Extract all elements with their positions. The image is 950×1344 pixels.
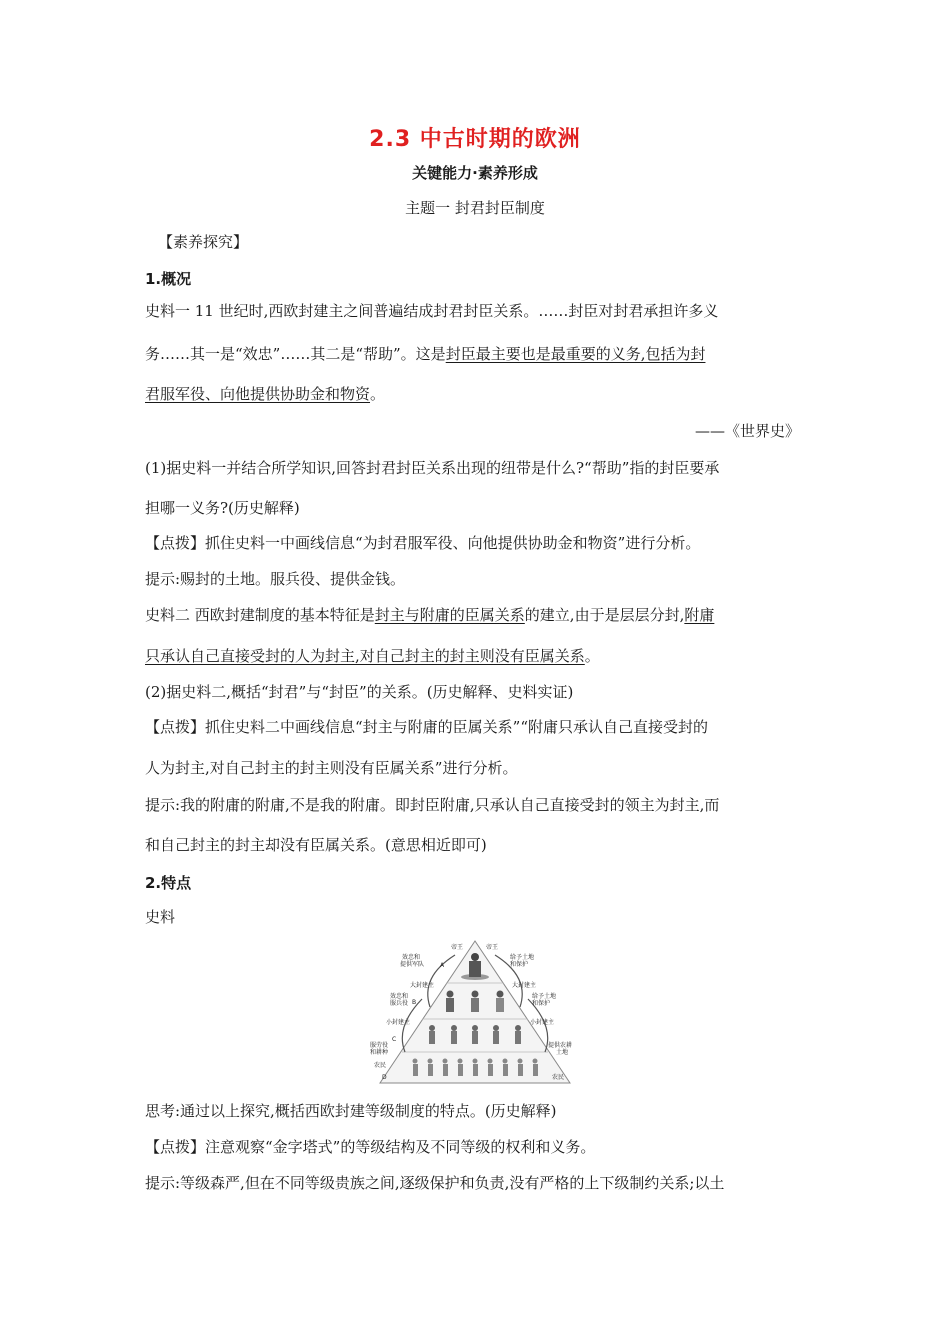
figure-label: 和保护 [510,961,529,968]
figure-label: 提供农耕 [548,1042,573,1049]
figure-label: 大封建主 [512,982,537,989]
question-2: (2)据史料二,概括“封君”与“封臣”的关系。(历史解释、史料实证) [145,683,574,701]
feudal-pyramid-figure [360,937,590,1087]
question-1-line-2: 担哪一义务?(历史解释) [145,499,300,517]
theme-heading: 主题一 封君封臣制度 [405,199,545,217]
question-1-line-1: (1)据史料一并结合所学知识,回答封君封臣关系出现的纽带是什么?“帮助”指的封臣要承 [145,459,720,477]
figure-label: 给予土地 [510,954,535,961]
material-2-line-2 [145,645,807,667]
tip-2-line-2: 人为封主,对自己封主的封主则没有臣属关系”进行分析。 [145,759,518,777]
lesson-title: 2.3 中古时期的欧洲 [369,127,581,152]
material-1-line-3 [145,383,807,405]
material-1-source: ——《世界史》 [694,422,800,440]
hint-2-line-2: 和自己封主的封主却没有臣属关系。(意思相近即可) [145,836,487,854]
figure-label: 小封建主 [386,1019,411,1026]
peasants-figures [413,1059,539,1077]
figure-label: 效忠和 [402,954,421,961]
figure-label: B [412,999,417,1006]
underlined-text: 只承认自己直接受封的人为封主,对自己封主的封主则没有臣属关系 [145,647,585,665]
section-2-heading: 2.特点 [145,874,192,892]
figure-label: 提供军队 [400,961,425,968]
section-subtitle: 关键能力·素养形成 [412,164,538,182]
underlined-text: 附庸 [684,606,715,624]
figure-label: 和耕种 [370,1049,389,1056]
figure-label: 服兵役 [390,1000,409,1007]
figure-label: 服劳役 [370,1042,389,1049]
figure-label: 给予土地 [532,993,557,1000]
figure-label: C [392,1036,397,1043]
figure-label: 帝王 [486,944,499,951]
figure-label: 和保护 [532,1000,551,1007]
underlined-text: 君服军役、向他提供协助金和物资 [145,385,371,403]
text-span: 。 [370,385,386,403]
underlined-text: 封主与附庸的臣属关系 [374,606,525,624]
section-tag: 【素养探究】 [158,233,249,251]
figure-label: 大封建主 [410,982,435,989]
text-span: 的建立,由于是层层分封, [524,606,685,624]
underlined-text: 封臣最主要也是最重要的义务,包括为封 [445,345,706,363]
tip-2-line-1: 【点拨】抓住史料二中画线信息“封主与附庸的臣属关系”“附庸只承认自己直接受封的 [145,718,709,736]
tip-3: 【点拨】注意观察“金字塔式”的等级结构及不同等级的权利和义务。 [145,1138,596,1156]
text-span: 务……其一是“效忠”……其二是“帮助”。这是 [145,345,446,363]
hint-2-line-1: 提示:我的附庸的附庸,不是我的附庸。即封臣附庸,只承认自己直接受封的领主为封主,而 [145,796,720,814]
figure-label: A [440,962,445,969]
material-1-line-2 [145,343,807,365]
text-span: 史料二 西欧封建制度的基本特征是 [145,606,375,624]
figure-label: 小封建主 [530,1019,555,1026]
figure-label: 农民 [552,1074,565,1081]
section-1-heading: 1.概况 [145,270,192,288]
material-2-line-1 [145,604,807,626]
figure-label: 效忠和 [390,993,409,1000]
figure-label: D [382,1074,387,1081]
text-span: 。 [584,647,600,665]
figure-label: 农民 [374,1062,387,1069]
think-question: 思考:通过以上探究,概括西欧封建等级制度的特点。(历史解释) [145,1102,557,1120]
hint-3: 提示:等级森严,但在不同等级贵族之间,逐级保护和负责,没有严格的上下级制约关系;以土 [145,1174,725,1192]
figure-label: 帝王 [451,944,464,951]
material-1-line-1: 史料一 11 世纪时,西欧封建主之间普遍结成封君封臣关系。……封臣对封君承担许多义 [145,302,719,320]
section-2-material-label: 史料 [145,908,176,926]
figure-label: 土地 [556,1049,569,1056]
hint-1: 提示:赐封的土地。服兵役、提供金钱。 [145,570,406,588]
tip-1: 【点拨】抓住史料一中画线信息“为封君服军役、向他提供协助金和物资”进行分析。 [145,534,701,552]
